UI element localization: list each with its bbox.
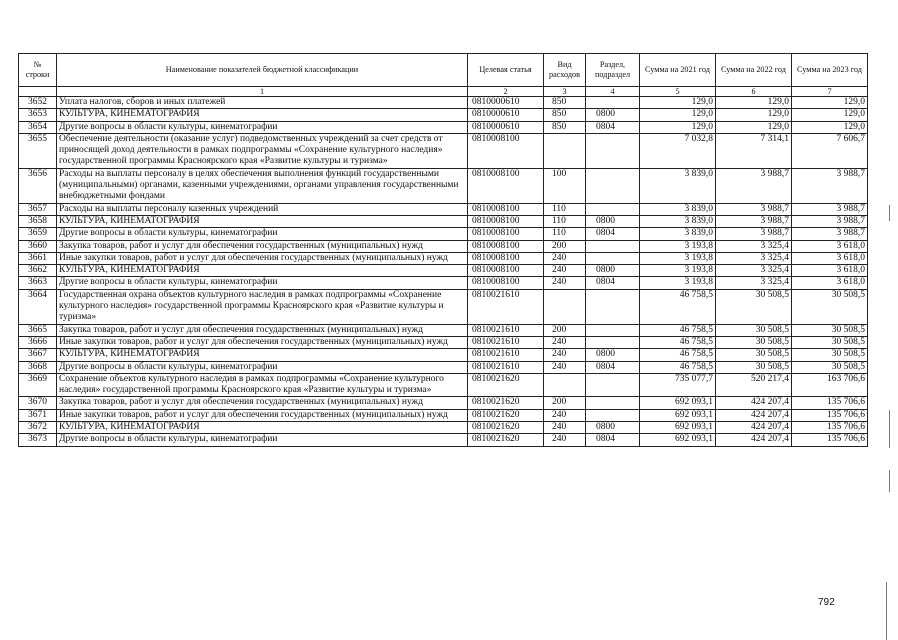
row-number-cell: 3673 <box>19 434 57 446</box>
row-number-cell: 3664 <box>19 289 57 324</box>
section-cell <box>586 324 640 336</box>
row-number-cell: 3665 <box>19 324 57 336</box>
sum-2023-cell: 135 706,6 <box>792 409 868 421</box>
sum-2023-cell: 3 988,7 <box>792 215 868 227</box>
sum-2021-cell: 735 077,7 <box>640 373 716 397</box>
sum-2021-cell: 3 839,0 <box>640 203 716 215</box>
sum-2022-cell: 7 314,1 <box>716 133 792 168</box>
table-row <box>19 168 868 203</box>
section-cell <box>586 97 640 109</box>
target-article-cell: 0810021620 <box>468 373 544 397</box>
section-cell: 0804 <box>586 361 640 373</box>
sum-2021-cell: 3 193,8 <box>640 277 716 289</box>
target-article-cell: 0810021610 <box>468 349 544 361</box>
scan-edge-mark <box>889 410 890 448</box>
section-cell <box>586 289 640 324</box>
header-row-number: № строки <box>19 54 57 87</box>
indicator-name-cell: Иные закупки товаров, работ и услуг для обеспечения государственных (муниципальных) нужд <box>57 336 468 348</box>
section-cell: 0800 <box>586 349 640 361</box>
sum-2022-cell: 30 508,5 <box>716 349 792 361</box>
row-number-cell: 3663 <box>19 277 57 289</box>
target-article-cell: 0810021620 <box>468 397 544 409</box>
sum-2022-cell: 129,0 <box>716 121 792 133</box>
expense-type-cell: 240 <box>544 336 586 348</box>
target-article-cell: 0810008100 <box>468 252 544 264</box>
header-row <box>19 54 868 87</box>
indicator-name-cell: КУЛЬТУРА, КИНЕМАТОГРАФИЯ <box>57 215 468 227</box>
sum-2023-cell: 30 508,5 <box>792 324 868 336</box>
section-cell <box>586 203 640 215</box>
row-number-cell: 3660 <box>19 240 57 252</box>
row-number-cell: 3654 <box>19 121 57 133</box>
sum-2022-cell: 30 508,5 <box>716 324 792 336</box>
indicator-name-cell: Обеспечение деятельности (оказание услуг) подведомственных учреждений за счет средств от приносящей доход деятельности в рамках подпрограммы «Сохранение культурного наследия» государственной программы Красноярского края «Развитие культуры и туризма» <box>57 133 468 168</box>
section-cell: 0804 <box>586 228 640 240</box>
table-row <box>19 121 868 133</box>
scan-edge-mark <box>889 470 890 492</box>
expense-type-cell: 110 <box>544 203 586 215</box>
indicator-name-cell: Уплата налогов, сборов и иных платежей <box>57 97 468 109</box>
expense-type-cell: 200 <box>544 324 586 336</box>
expense-type-cell: 110 <box>544 228 586 240</box>
row-number-cell: 3668 <box>19 361 57 373</box>
expense-type-cell: 240 <box>544 252 586 264</box>
row-number-cell: 3672 <box>19 422 57 434</box>
indicator-name-cell: Другие вопросы в области культуры, кинематографии <box>57 121 468 133</box>
row-number-cell: 3659 <box>19 228 57 240</box>
header-section: Раздел, подраздел <box>586 54 640 87</box>
expense-type-cell: 240 <box>544 434 586 446</box>
sum-2021-cell: 3 839,0 <box>640 228 716 240</box>
indicator-name-cell: Закупка товаров, работ и услуг для обеспечения государственных (муниципальных) нужд <box>57 324 468 336</box>
indicator-name-cell: КУЛЬТУРА, КИНЕМАТОГРАФИЯ <box>57 265 468 277</box>
sum-2022-cell: 3 988,7 <box>716 228 792 240</box>
expense-type-cell: 240 <box>544 409 586 421</box>
sum-2021-cell: 692 093,1 <box>640 422 716 434</box>
section-cell: 0800 <box>586 265 640 277</box>
table-body <box>19 97 868 447</box>
row-number-cell: 3669 <box>19 373 57 397</box>
target-article-cell: 0810008100 <box>468 168 544 203</box>
table-row <box>19 409 868 421</box>
column-number: 2 <box>468 87 544 97</box>
target-article-cell: 0810008100 <box>468 277 544 289</box>
expense-type-cell: 850 <box>544 109 586 121</box>
table-row <box>19 133 868 168</box>
indicator-name-cell: Расходы на выплаты персоналу в целях обеспечения выполнения функций государственными (муниципальными) органами, казенными учреждениями, органами управления государственными внебюджетными фондами <box>57 168 468 203</box>
indicator-name-cell: КУЛЬТУРА, КИНЕМАТОГРАФИЯ <box>57 109 468 121</box>
expense-type-cell: 850 <box>544 121 586 133</box>
target-article-cell: 0810008100 <box>468 203 544 215</box>
target-article-cell: 0810021610 <box>468 289 544 324</box>
sum-2021-cell: 3 193,8 <box>640 252 716 264</box>
sum-2022-cell: 3 325,4 <box>716 252 792 264</box>
section-cell <box>586 409 640 421</box>
sum-2023-cell: 3 988,7 <box>792 168 868 203</box>
expense-type-cell: 200 <box>544 397 586 409</box>
table-row <box>19 240 868 252</box>
expense-type-cell: 850 <box>544 97 586 109</box>
header-sum-2023: Сумма на 2023 год <box>792 54 868 87</box>
row-number-cell: 3657 <box>19 203 57 215</box>
sum-2021-cell: 46 758,5 <box>640 361 716 373</box>
indicator-name-cell: Закупка товаров, работ и услуг для обеспечения государственных (муниципальных) нужд <box>57 240 468 252</box>
indicator-name-cell: Другие вопросы в области культуры, кинематографии <box>57 361 468 373</box>
sum-2023-cell: 3 618,0 <box>792 265 868 277</box>
sum-2022-cell: 30 508,5 <box>716 289 792 324</box>
indicator-name-cell: КУЛЬТУРА, КИНЕМАТОГРАФИЯ <box>57 349 468 361</box>
row-number-cell: 3655 <box>19 133 57 168</box>
target-article-cell: 0810008100 <box>468 265 544 277</box>
table-row <box>19 422 868 434</box>
scan-edge-mark <box>889 205 890 221</box>
expense-type-cell: 240 <box>544 265 586 277</box>
sum-2021-cell: 692 093,1 <box>640 434 716 446</box>
page-number: 792 <box>818 597 835 608</box>
sum-2023-cell: 3 988,7 <box>792 203 868 215</box>
section-cell: 0800 <box>586 215 640 227</box>
section-cell <box>586 336 640 348</box>
target-article-cell: 0810008100 <box>468 215 544 227</box>
sum-2021-cell: 129,0 <box>640 97 716 109</box>
indicator-name-cell: Иные закупки товаров, работ и услуг для обеспечения государственных (муниципальных) нужд <box>57 409 468 421</box>
target-article-cell: 0810000610 <box>468 121 544 133</box>
column-number: 4 <box>586 87 640 97</box>
indicator-name-cell: Расходы на выплаты персоналу казенных учреждений <box>57 203 468 215</box>
sum-2021-cell: 129,0 <box>640 109 716 121</box>
sum-2022-cell: 3 988,7 <box>716 203 792 215</box>
table-row <box>19 289 868 324</box>
table-row <box>19 349 868 361</box>
expense-type-cell <box>544 289 586 324</box>
budget-table-sheet <box>18 53 868 447</box>
sum-2023-cell: 135 706,6 <box>792 434 868 446</box>
section-cell <box>586 240 640 252</box>
expense-type-cell: 200 <box>544 240 586 252</box>
sum-2023-cell: 3 618,0 <box>792 277 868 289</box>
row-number-cell: 3656 <box>19 168 57 203</box>
section-cell: 0804 <box>586 277 640 289</box>
row-number-cell: 3666 <box>19 336 57 348</box>
section-cell: 0804 <box>586 121 640 133</box>
expense-type-cell <box>544 133 586 168</box>
section-cell <box>586 373 640 397</box>
expense-type-cell: 240 <box>544 361 586 373</box>
row-number-cell: 3671 <box>19 409 57 421</box>
header-sum-2021: Сумма на 2021 год <box>640 54 716 87</box>
row-number-cell: 3658 <box>19 215 57 227</box>
sum-2022-cell: 424 207,4 <box>716 397 792 409</box>
column-number: 5 <box>640 87 716 97</box>
row-number-cell: 3653 <box>19 109 57 121</box>
target-article-cell: 0810021610 <box>468 324 544 336</box>
section-cell: 0800 <box>586 109 640 121</box>
sum-2022-cell: 129,0 <box>716 97 792 109</box>
table-row <box>19 97 868 109</box>
sum-2023-cell: 30 508,5 <box>792 349 868 361</box>
sum-2021-cell: 46 758,5 <box>640 324 716 336</box>
indicator-name-cell: Иные закупки товаров, работ и услуг для обеспечения государственных (муниципальных) нужд <box>57 252 468 264</box>
sum-2021-cell: 46 758,5 <box>640 336 716 348</box>
sum-2021-cell: 3 193,8 <box>640 265 716 277</box>
column-numbers-row <box>19 87 868 97</box>
expense-type-cell: 110 <box>544 215 586 227</box>
expense-type-cell <box>544 373 586 397</box>
section-cell <box>586 133 640 168</box>
budget-table <box>18 53 868 447</box>
table-row <box>19 324 868 336</box>
section-cell: 0800 <box>586 422 640 434</box>
expense-type-cell: 240 <box>544 277 586 289</box>
table-row <box>19 277 868 289</box>
column-number <box>19 87 57 97</box>
header-target-article: Целевая статья <box>468 54 544 87</box>
sum-2023-cell: 135 706,6 <box>792 397 868 409</box>
indicator-name-cell: Другие вопросы в области культуры, кинематографии <box>57 434 468 446</box>
sum-2021-cell: 692 093,1 <box>640 397 716 409</box>
indicator-name-cell: Другие вопросы в области культуры, кинематографии <box>57 277 468 289</box>
header-indicator-name: Наименование показателей бюджетной классификации <box>57 54 468 87</box>
table-row <box>19 215 868 227</box>
section-cell <box>586 168 640 203</box>
target-article-cell: 0810021620 <box>468 409 544 421</box>
sum-2021-cell: 3 193,8 <box>640 240 716 252</box>
target-article-cell: 0810021610 <box>468 361 544 373</box>
indicator-name-cell: Государственная охрана объектов культурного наследия в рамках подпрограммы «Сохранение культурного наследия» государственной программы Красноярского края «Развитие культуры и туризма» <box>57 289 468 324</box>
sum-2022-cell: 424 207,4 <box>716 434 792 446</box>
column-number: 7 <box>792 87 868 97</box>
indicator-name-cell: Другие вопросы в области культуры, кинематографии <box>57 228 468 240</box>
section-cell <box>586 252 640 264</box>
expense-type-cell: 240 <box>544 349 586 361</box>
section-cell: 0804 <box>586 434 640 446</box>
sum-2023-cell: 129,0 <box>792 97 868 109</box>
sum-2021-cell: 46 758,5 <box>640 289 716 324</box>
table-row <box>19 336 868 348</box>
row-number-cell: 3667 <box>19 349 57 361</box>
header-expense-type: Вид расходов <box>544 54 586 87</box>
sum-2023-cell: 3 618,0 <box>792 252 868 264</box>
indicator-name-cell: Сохранение объектов культурного наследия в рамках подпрограммы «Сохранение культурного наследия» государственной программы Красноярского края «Развитие культуры и туризма» <box>57 373 468 397</box>
sum-2022-cell: 3 325,4 <box>716 240 792 252</box>
sum-2022-cell: 520 217,4 <box>716 373 792 397</box>
sum-2022-cell: 129,0 <box>716 109 792 121</box>
table-row <box>19 252 868 264</box>
column-number: 3 <box>544 87 586 97</box>
table-row <box>19 397 868 409</box>
sum-2023-cell: 3 988,7 <box>792 228 868 240</box>
expense-type-cell: 240 <box>544 422 586 434</box>
sum-2023-cell: 30 508,5 <box>792 361 868 373</box>
sum-2023-cell: 163 706,6 <box>792 373 868 397</box>
sum-2021-cell: 7 032,8 <box>640 133 716 168</box>
sum-2023-cell: 3 618,0 <box>792 240 868 252</box>
sum-2023-cell: 7 606,7 <box>792 133 868 168</box>
sum-2022-cell: 3 325,4 <box>716 265 792 277</box>
sum-2022-cell: 3 988,7 <box>716 215 792 227</box>
row-number-cell: 3662 <box>19 265 57 277</box>
sum-2022-cell: 424 207,4 <box>716 422 792 434</box>
sum-2021-cell: 3 839,0 <box>640 168 716 203</box>
sum-2023-cell: 135 706,6 <box>792 422 868 434</box>
sum-2022-cell: 30 508,5 <box>716 336 792 348</box>
indicator-name-cell: КУЛЬТУРА, КИНЕМАТОГРАФИЯ <box>57 422 468 434</box>
sum-2022-cell: 3 988,7 <box>716 168 792 203</box>
sum-2022-cell: 3 325,4 <box>716 277 792 289</box>
sum-2023-cell: 129,0 <box>792 109 868 121</box>
target-article-cell: 0810000610 <box>468 109 544 121</box>
sum-2023-cell: 30 508,5 <box>792 336 868 348</box>
sum-2022-cell: 424 207,4 <box>716 409 792 421</box>
column-number: 1 <box>57 87 468 97</box>
target-article-cell: 0810021620 <box>468 422 544 434</box>
scan-edge-mark <box>886 582 887 640</box>
target-article-cell: 0810008100 <box>468 240 544 252</box>
target-article-cell: 0810021610 <box>468 336 544 348</box>
row-number-cell: 3652 <box>19 97 57 109</box>
sum-2021-cell: 129,0 <box>640 121 716 133</box>
target-article-cell: 0810008100 <box>468 228 544 240</box>
table-row <box>19 203 868 215</box>
table-row <box>19 373 868 397</box>
table-row <box>19 265 868 277</box>
sum-2021-cell: 46 758,5 <box>640 349 716 361</box>
column-number: 6 <box>716 87 792 97</box>
sum-2021-cell: 3 839,0 <box>640 215 716 227</box>
sum-2022-cell: 30 508,5 <box>716 361 792 373</box>
target-article-cell: 0810008100 <box>468 133 544 168</box>
section-cell <box>586 397 640 409</box>
table-row <box>19 434 868 446</box>
sum-2023-cell: 30 508,5 <box>792 289 868 324</box>
table-row <box>19 228 868 240</box>
row-number-cell: 3661 <box>19 252 57 264</box>
sum-2021-cell: 692 093,1 <box>640 409 716 421</box>
indicator-name-cell: Закупка товаров, работ и услуг для обеспечения государственных (муниципальных) нужд <box>57 397 468 409</box>
table-row <box>19 361 868 373</box>
target-article-cell: 0810021620 <box>468 434 544 446</box>
expense-type-cell: 100 <box>544 168 586 203</box>
target-article-cell: 0810000610 <box>468 97 544 109</box>
table-row <box>19 109 868 121</box>
header-sum-2022: Сумма на 2022 год <box>716 54 792 87</box>
row-number-cell: 3670 <box>19 397 57 409</box>
sum-2023-cell: 129,0 <box>792 121 868 133</box>
